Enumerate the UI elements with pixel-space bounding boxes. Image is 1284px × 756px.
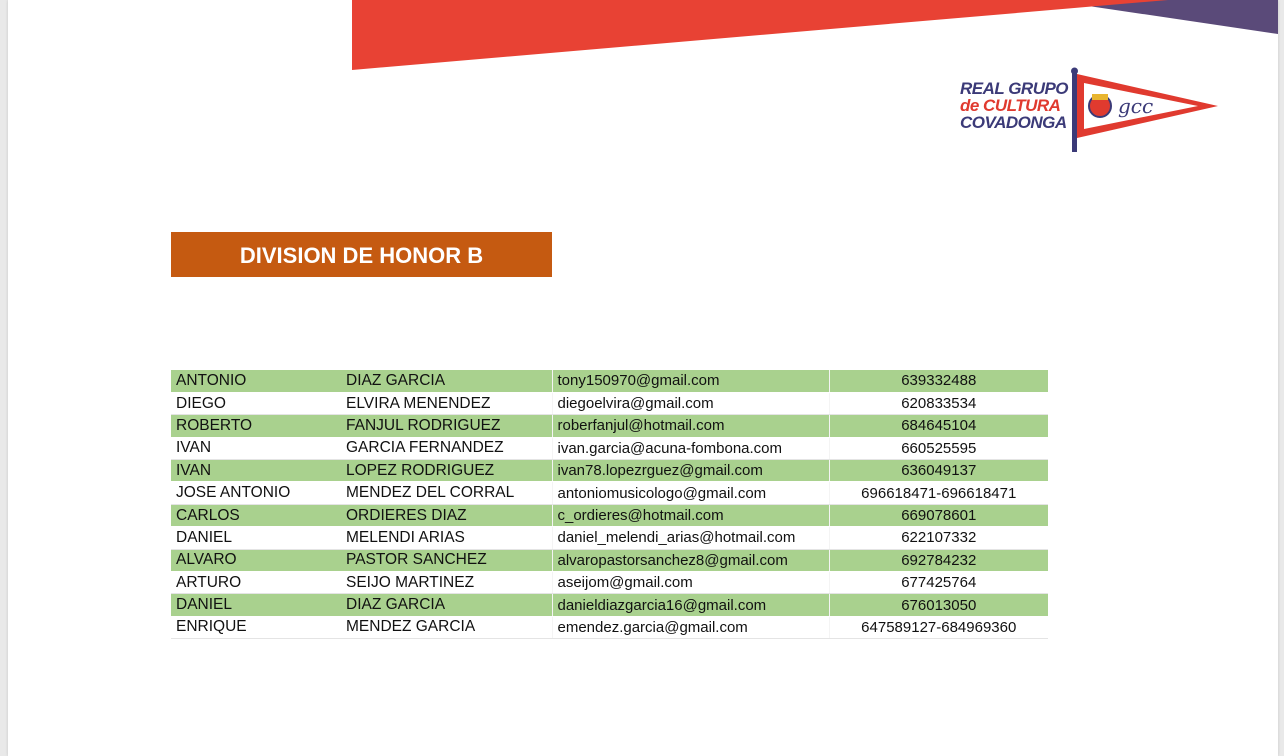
phone-cell: 620833534 (829, 392, 1048, 414)
email-cell: c_ordieres@hotmail.com (552, 504, 829, 526)
logo-line-1: REAL GRUPO (960, 79, 1069, 98)
first-name-cell: CARLOS (171, 504, 341, 526)
last-name-cell: MELENDI ARIAS (341, 527, 552, 549)
last-name-cell: ELVIRA MENENDEZ (341, 392, 552, 414)
last-name-cell: MENDEZ DEL CORRAL (341, 482, 552, 504)
club-logo-text (960, 80, 1068, 131)
email-cell: danieldiazgarcia16@gmail.com (552, 594, 829, 616)
club-logo (956, 66, 1216, 156)
phone-cell: 676013050 (829, 594, 1048, 616)
first-name-cell: ALVARO (171, 549, 341, 571)
phone-cell: 636049137 (829, 460, 1048, 482)
phone-cell: 622107332 (829, 527, 1048, 549)
table-row (171, 549, 1048, 571)
phone-cell: 696618471-696618471 (829, 482, 1048, 504)
first-name-cell: DIEGO (171, 392, 341, 414)
first-name-cell: ENRIQUE (171, 616, 341, 638)
flag-initials: gcc (1118, 94, 1154, 118)
phone-cell: 677425764 (829, 572, 1048, 594)
last-name-cell: LOPEZ RODRIGUEZ (341, 460, 552, 482)
table-row (171, 572, 1048, 594)
email-cell: aseijom@gmail.com (552, 572, 829, 594)
table-row (171, 415, 1048, 437)
first-name-cell: ANTONIO (171, 370, 341, 392)
phone-cell: 692784232 (829, 549, 1048, 571)
table-row (171, 460, 1048, 482)
banner-red-stripe (352, 0, 1168, 70)
section-title: DIVISION DE HONOR B (171, 232, 552, 277)
logo-line-3: COVADONGA (960, 113, 1067, 132)
last-name-cell: DIAZ GARCIA (341, 594, 552, 616)
table-row (171, 437, 1048, 459)
first-name-cell: IVAN (171, 437, 341, 459)
table-row (171, 527, 1048, 549)
phone-cell: 660525595 (829, 437, 1048, 459)
phone-cell: 684645104 (829, 415, 1048, 437)
last-name-cell: SEIJO MARTINEZ (341, 572, 552, 594)
last-name-cell: MENDEZ GARCIA (341, 616, 552, 638)
first-name-cell: JOSE ANTONIO (171, 482, 341, 504)
first-name-cell: DANIEL (171, 527, 341, 549)
email-cell: emendez.garcia@gmail.com (552, 616, 829, 638)
last-name-cell: DIAZ GARCIA (341, 370, 552, 392)
logo-line-2: de CULTURA (960, 96, 1061, 115)
phone-cell: 647589127-684969360 (829, 616, 1048, 638)
email-cell: ivan78.lopezrguez@gmail.com (552, 460, 829, 482)
table-row (171, 616, 1048, 638)
first-name-cell: IVAN (171, 460, 341, 482)
last-name-cell: ORDIERES DIAZ (341, 504, 552, 526)
email-cell: alvaropastorsanchez8@gmail.com (552, 549, 829, 571)
pennant-flag-icon (1060, 66, 1220, 156)
roster-table (171, 370, 1048, 639)
email-cell: diegoelvira@gmail.com (552, 392, 829, 414)
table-row (171, 392, 1048, 414)
document-page (8, 0, 1278, 756)
phone-cell: 639332488 (829, 370, 1048, 392)
table-row (171, 594, 1048, 616)
email-cell: daniel_melendi_arias@hotmail.com (552, 527, 829, 549)
table-row (171, 482, 1048, 504)
table-row (171, 504, 1048, 526)
email-cell: antoniomusicologo@gmail.com (552, 482, 829, 504)
email-cell: ivan.garcia@acuna-fombona.com (552, 437, 829, 459)
last-name-cell: GARCIA FERNANDEZ (341, 437, 552, 459)
email-cell: roberfanjul@hotmail.com (552, 415, 829, 437)
first-name-cell: ROBERTO (171, 415, 341, 437)
email-cell: tony150970@gmail.com (552, 370, 829, 392)
last-name-cell: FANJUL RODRIGUEZ (341, 415, 552, 437)
last-name-cell: PASTOR SANCHEZ (341, 549, 552, 571)
header-banner (8, 0, 1278, 72)
phone-cell: 669078601 (829, 504, 1048, 526)
table-row (171, 370, 1048, 392)
first-name-cell: DANIEL (171, 594, 341, 616)
first-name-cell: ARTURO (171, 572, 341, 594)
